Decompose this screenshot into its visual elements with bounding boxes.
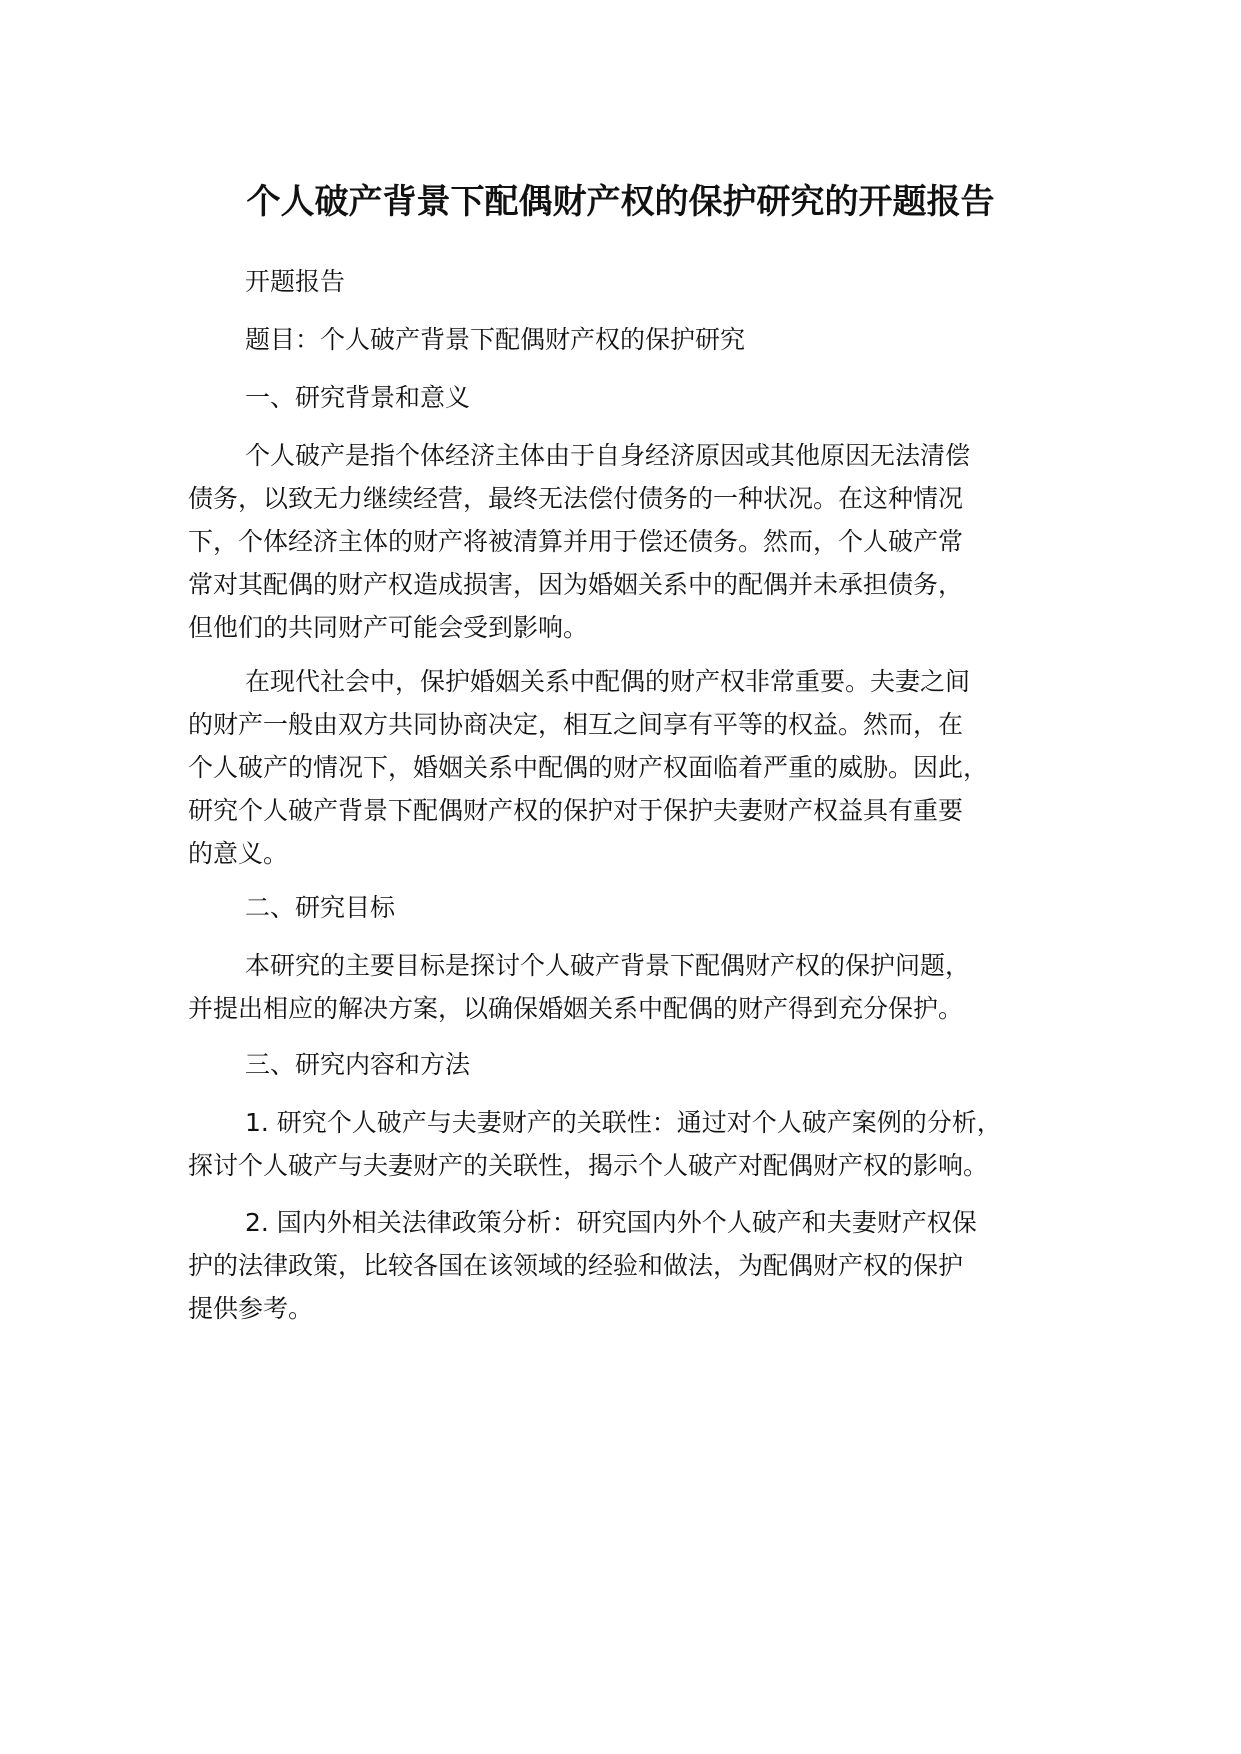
paragraph-2-line-2: 的财产一般由双方共同协商决定，相互之间享有平等的权益。然而，在 <box>188 710 964 739</box>
section-heading-background: 一、研究背景和意义 <box>245 383 471 412</box>
paragraph-1-line-5: 但他们的共同财产可能会受到影响。 <box>188 613 589 642</box>
section-heading-goals: 二、研究目标 <box>245 893 396 922</box>
paragraph-2-line-1: 在现代社会中，保护婚姻关系中配偶的财产权非常重要。夫妻之间 <box>245 667 971 696</box>
paragraph-1-line-1: 个人破产是指个体经济主体由于自身经济原因或其他原因无法清偿 <box>245 441 971 470</box>
paragraph-2-line-4: 研究个人破产背景下配偶财产权的保护对于保护夫妻财产权益具有重要 <box>188 796 964 825</box>
item-2-line-3: 提供参考。 <box>188 1294 314 1323</box>
paragraph-3-line-1: 本研究的主要目标是探讨个人破产背景下配偶财产权的保护问题， <box>245 951 971 980</box>
paragraph-1-line-4: 常对其配偶的财产权造成损害，因为婚姻关系中的配偶并未承担债务， <box>188 570 964 599</box>
paragraph-2-line-3: 个人破产的情况下，婚姻关系中配偶的财产权面临着严重的威胁。因此， <box>188 753 989 782</box>
section-heading-methods: 三、研究内容和方法 <box>245 1050 471 1079</box>
paragraph-3-line-2: 并提出相应的解决方案，以确保婚姻关系中配偶的财产得到充分保护。 <box>188 994 964 1023</box>
item-1-line-1: 1. 研究个人破产与夫妻财产的关联性：通过对个人破产案例的分析， <box>245 1108 1002 1137</box>
paragraph-2-line-5: 的意义。 <box>188 839 289 868</box>
paragraph-1-line-2: 债务，以致无力继续经营，最终无法偿付债务的一种状况。在这种情况 <box>188 484 964 513</box>
doc-label: 开题报告 <box>245 267 346 296</box>
item-1-line-2: 探讨个人破产与夫妻财产的关联性，揭示个人破产对配偶财产权的影响。 <box>188 1151 989 1180</box>
document-title: 个人破产背景下配偶财产权的保护研究的开题报告 <box>246 182 995 222</box>
item-2-line-2: 护的法律政策，比较各国在该领域的经验和做法，为配偶财产权的保护 <box>188 1251 964 1280</box>
item-2-line-1: 2. 国内外相关法律政策分析：研究国内外个人破产和夫妻财产权保 <box>245 1208 977 1237</box>
topic-line: 题目：个人破产背景下配偶财产权的保护研究 <box>245 325 746 354</box>
paragraph-1-line-3: 下，个体经济主体的财产将被清算并用于偿还债务。然而，个人破产常 <box>188 527 964 556</box>
